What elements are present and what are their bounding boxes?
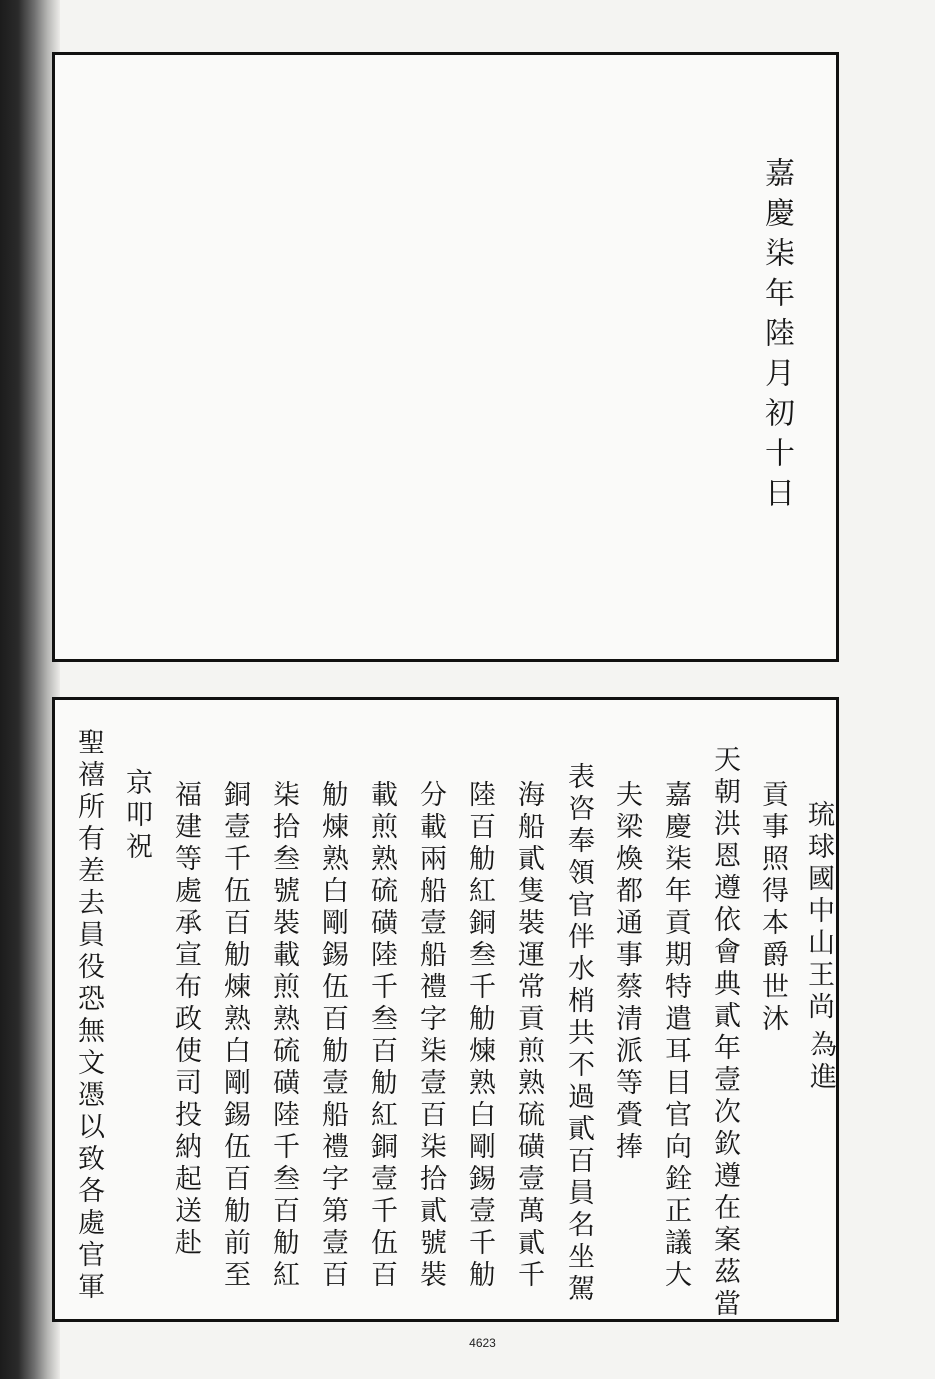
text-column-10: 觔煉熟白剛錫伍百觔壹船禮字第壹百: [317, 780, 348, 1292]
upper-document-panel: [52, 52, 839, 662]
text-column-1: 貢事照得本爵世沐: [757, 780, 788, 1036]
text-column-9: 載煎熟硫磺陸千叁百觔紅銅壹千伍百: [366, 780, 397, 1292]
lower-document-panel: [52, 697, 839, 1322]
vertical-text-block: [55, 700, 836, 1319]
text-column-12: 銅壹千伍百觔煉熟白剛錫伍百觔前至: [219, 780, 250, 1292]
text-column-14: 京叩祝: [121, 768, 152, 864]
text-column-15: 聖禧所有差去員役恐無文憑以致各處官軍: [73, 728, 104, 1304]
page-number: 4623: [469, 1336, 496, 1350]
date-line: 嘉慶柒年陸月初十日: [759, 157, 794, 517]
text-column-6: 海船貳隻裝運常貢煎熟硫磺壹萬貳千: [513, 780, 544, 1292]
title-suffix: 為進: [805, 1030, 836, 1094]
book-binding-shadow: [0, 0, 60, 1379]
text-column-11: 柒拾叁號裝載煎熟硫磺陸千叁百觔紅: [268, 780, 299, 1292]
document-title: 琉球國中山王尚: [803, 800, 834, 1024]
text-column-4: 夫梁煥都通事蔡清派等賫捧: [611, 780, 642, 1164]
text-column-8: 分載兩船壹船禮字柒壹百柒拾貳號裝: [415, 780, 446, 1292]
text-column-13: 福建等處承宣布政使司投納起送赴: [170, 780, 201, 1260]
text-column-3: 嘉慶柒年貢期特遣耳目官向銓正議大: [660, 780, 691, 1292]
title-group: [805, 800, 832, 1024]
text-column-7: 陸百觔紅銅叁千觔煉熟白剛錫壹千觔: [464, 780, 495, 1292]
text-column-5: 表咨奉領官伴水梢共不過貳百員名坐駕: [563, 762, 594, 1306]
text-column-2: 天朝洪恩遵依會典貳年壹次欽遵在案茲當: [709, 745, 740, 1321]
